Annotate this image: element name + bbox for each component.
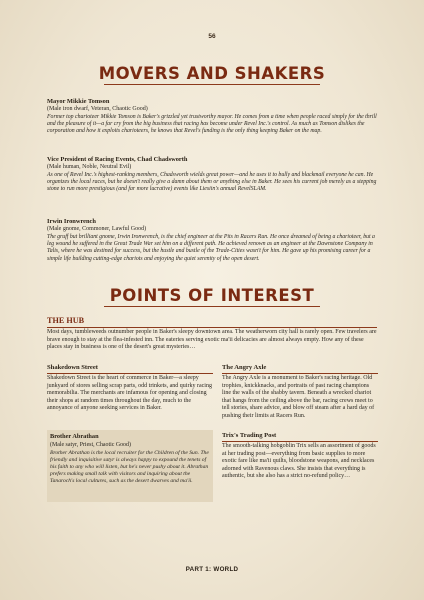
trix-text: The smooth-talking hobgoblin Trix sells an assortment of goods at her trading post—everything from basic supplies to more exotic fare like ma'ii quilts, bloodstone weapons, and necklaces adorned with Ravenous claws. She insists that everything is authentic, but she also has a strict no-refund policy…: [222, 443, 376, 479]
page-footer: PART 1: WORLD: [185, 566, 239, 573]
shakedown-heading: Shakedown Street: [47, 364, 98, 371]
sidebar-npc-stat: (Male satyr, Priest, Chaotic Good): [50, 442, 131, 448]
section-title-poi: POINTS OF INTEREST: [109, 286, 315, 305]
npc-entry: [47, 218, 377, 263]
angry-axle-text: The Angry Axle is a monument to Baker's racing heritage. Old trophies, knickknacks, and portraits of past racing champions line the walls of the shabby tavern. Beneath a wrecked chariot that hangs from the ceiling above the bar, racing crews meet to tell stories, share advice, and blow off steam after a hard day of pushing their limits at Racers Run.: [222, 375, 375, 419]
shakedown-text: Shakedown Street is the heart of commerce in Baker—a sleepy junkyard of stores selling scrap parts, odd trinkets, and quirky racing memorabilia. The merchants are infamous for opening and closing their shops at random times throughout the day, much to the annoyance of anyone seeking services in Baker.: [47, 375, 212, 411]
shakedown-heading-rule: [47, 373, 213, 374]
npc-stat: (Male human, Noble, Neutral Evil): [47, 164, 132, 170]
trix-heading: Trix's Trading Post: [222, 432, 277, 439]
angry-axle-heading-rule: [222, 373, 378, 374]
npc-entry: [47, 98, 377, 136]
npc-stat: (Male gnome, Commoner, Lawful Good): [47, 226, 147, 232]
npc-description: The gruff but brilliant gnome, Irwin Ironwrench, is the chief engineer at the Pits in Racers Run. He once dreamed of being a charioteer, but a leg wound he suffered in the Great Trade War set him on a different path. He achieved renown as an engineer at the Dawnstone Company in Talis, where he was destined for success, but the hustle and bustle of the Trade-Cities wasn't for him. He gave up his promising career for a simple life building cutting-edge chariots and enjoying the quiet serenity of the open desert.: [47, 233, 375, 262]
npc-name: Mayor Mikkie Tomson: [47, 98, 110, 105]
npc-stat: (Male iron dwarf, Veteran, Chaotic Good): [47, 106, 148, 112]
sidebar-npc-description: Brother Abrathan is the local recruiter for the Children of the Sun. The friendly and inquisitive satyr is always happy to expound the tenets of his faith to any who will listen, but he's never pushy about it. Abrathan prefers making small talk with visitors and inquiring about the Tanaroch's local cultures, such as the desert dwarves and ma'ii.: [50, 450, 209, 485]
npc-name: Irwin Ironwrench: [47, 218, 96, 225]
npc-description: Former top charioteer Mikkie Tomson is Baker's grizzled yet trustworthy mayor. He comes from a time when people raced simply for the thrill and the pleasure of it—a far cry from the big business that racing has become under Revel Inc.'s control. As much as Tomson dislikes the corporation and how it exploits charioteers, he knows that Revel's funding is the only thing keeping Baker on the map.: [47, 113, 377, 135]
npc-sidebar: [47, 430, 213, 502]
npc-description: As one of Revel Inc.'s highest-ranking members, Chadsworth wields great power—and he uses it to bully and blackmail everyone he can. He organizes the local races, but he doesn't really give a damn about them or anything else in Baker. He sees his current job merely as a stepping stone to run more prestigious (and far more lucrative) events like Liesiin's annual RevelSLAM.: [47, 171, 377, 193]
trix-heading-rule: [222, 441, 378, 442]
section-title-movers: MOVERS AND SHAKERS: [98, 64, 326, 83]
hub-text: Most days, tumbleweeds outnumber people in Baker's sleepy downtown area. The weatherworn city hall is rarely open. Few travelers are brave enough to stay at the flea-infested inn. The eateries serving exotic ma'ii delicacies are almost always empty. How any of these places stay in business is one of the desert's great mysteries…: [47, 329, 377, 350]
sidebar-npc-name: Brother Abrathan: [50, 433, 99, 440]
npc-entry: [47, 156, 377, 194]
hub-heading-rule: [47, 327, 377, 328]
hub-heading: THE HUB: [47, 316, 85, 325]
page-number: 56: [208, 33, 216, 40]
title-underline: [104, 306, 320, 307]
angry-axle-heading: The Angry Axle: [222, 364, 267, 371]
npc-name: Vice President of Racing Events, Chad Chadsworth: [47, 156, 188, 163]
title-underline: [104, 84, 320, 85]
